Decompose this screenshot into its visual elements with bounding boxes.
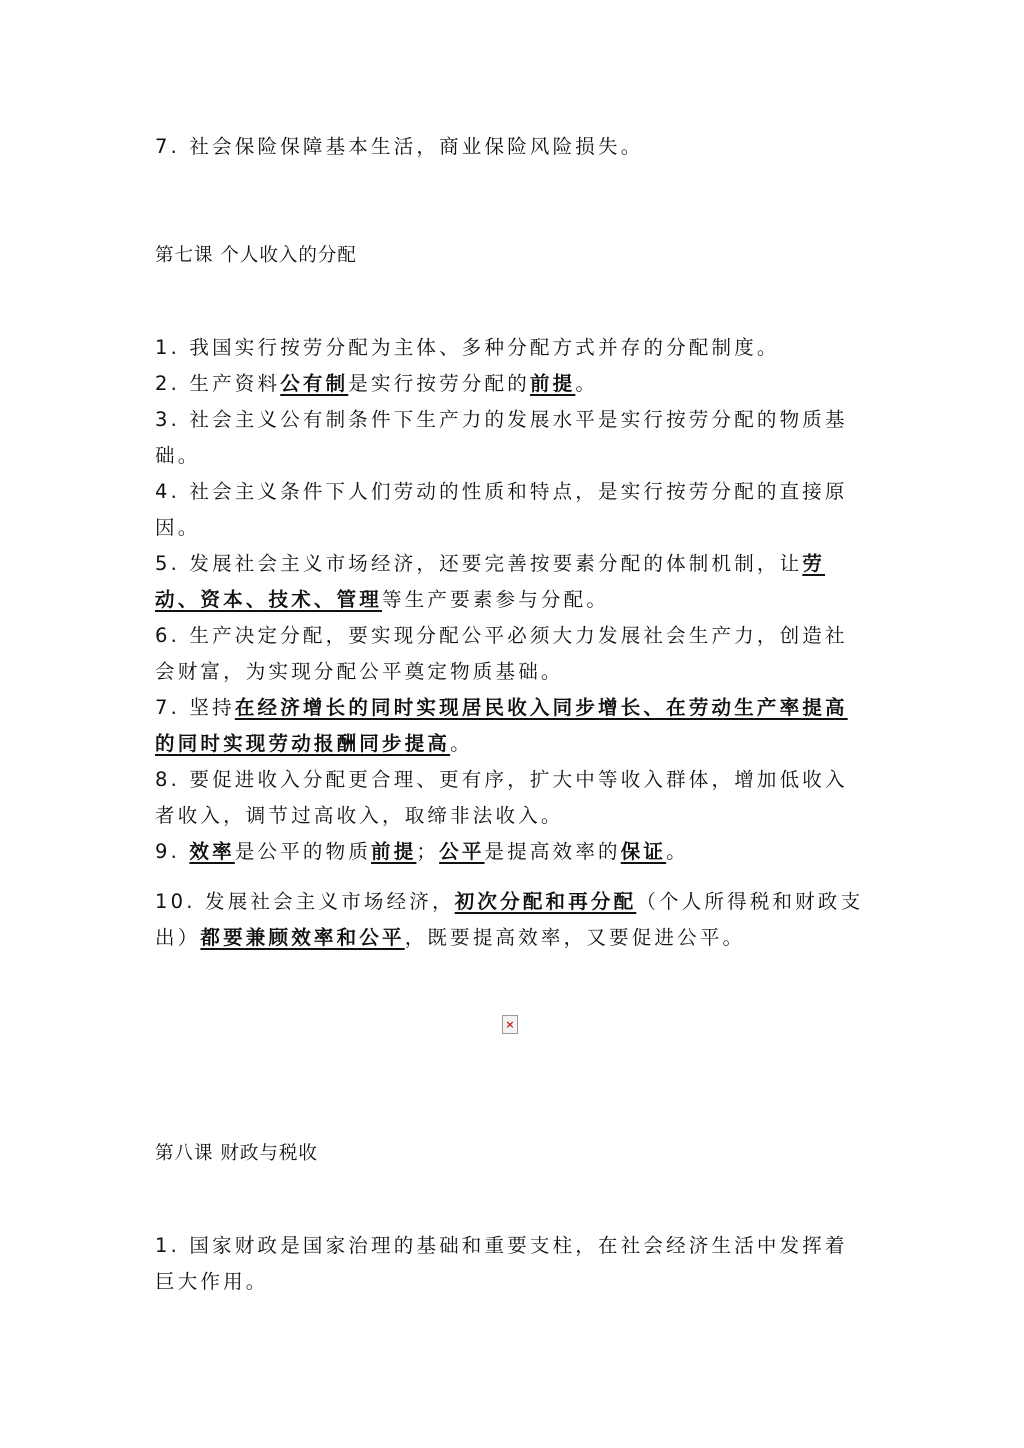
lesson7-item-1: 1. 我国实行按劳分配为主体、多种分配方式并存的分配制度。: [155, 336, 780, 359]
text: 是公平的物质: [234, 840, 372, 863]
text: 5. 发展社会主义市场经济，还要完善按要素分配的体制机制，让: [155, 552, 803, 575]
text: 2. 生产资料: [155, 372, 281, 395]
text: 10. 发展社会主义市场经济，: [155, 890, 455, 913]
broken-image-glyph: ×: [505, 1018, 515, 1031]
lesson7-item-6: 6. 生产决定分配，要实现分配公平必须大力发展社会生产力，创造社会财富，为实现分配公平奠定物质基础。: [155, 624, 848, 683]
text: （个人所得税和财政支出）: [155, 890, 864, 949]
text: 。: [575, 372, 599, 395]
text: ，既要提高效率，又要促进公平。: [404, 926, 746, 949]
lesson7-item-9: [155, 834, 870, 870]
emphasis: 初次分配和再分配: [454, 890, 637, 913]
text: 。: [666, 840, 689, 863]
lesson7-item-10: [155, 884, 870, 956]
text: 。: [450, 732, 473, 755]
text: 是提高效率的: [484, 840, 621, 863]
lesson7-title: 第七课 个人收入的分配: [155, 245, 357, 266]
emphasis: 效率: [189, 840, 235, 863]
lesson7-item-5: [155, 546, 870, 618]
emphasis: 公平: [439, 840, 485, 863]
emphasis: 公有制: [280, 372, 349, 395]
lesson7-item-7: [155, 690, 870, 762]
lesson7-item-4: 4. 社会主义条件下人们劳动的性质和特点，是实行按劳分配的直接原因。: [155, 480, 848, 539]
emphasis: 都要兼顾效率和公平: [200, 926, 405, 949]
text: 是实行按劳分配的: [348, 372, 530, 395]
emphasis: 前提: [371, 840, 417, 863]
lesson7-item-3: 3. 社会主义公有制条件下生产力的发展水平是实行按劳分配的物质基础。: [155, 408, 848, 467]
emphasis: 在经济增长的同时实现居民收入同步增长、在劳动生产率提高的同时实现劳动报酬同步提高: [155, 696, 848, 755]
broken-image-icon: [502, 1015, 518, 1034]
emphasis: 前提: [529, 372, 576, 395]
emphasis: 保证: [620, 840, 667, 863]
emphasis: 劳动、资本、技术、管理: [155, 552, 826, 611]
text: 9.: [155, 840, 190, 863]
text: 等生产要素参与分配。: [382, 588, 610, 611]
text: ；: [416, 840, 440, 863]
lesson6-item-7: 7. 社会保险保障基本生活，商业保险风险损失。: [155, 135, 644, 158]
lesson8-title: 第八课 财政与税收: [155, 1143, 318, 1164]
text: 7. 坚持: [155, 696, 235, 719]
lesson8-item-1: 1. 国家财政是国家治理的基础和重要支柱，在社会经济生活中发挥着巨大作用。: [155, 1234, 848, 1293]
lesson7-item-8: 8. 要促进收入分配更合理、更有序，扩大中等收入群体，增加低收入者收入，调节过高收入，取缔非法收入。: [155, 768, 848, 827]
lesson7-item-2: [155, 366, 870, 402]
